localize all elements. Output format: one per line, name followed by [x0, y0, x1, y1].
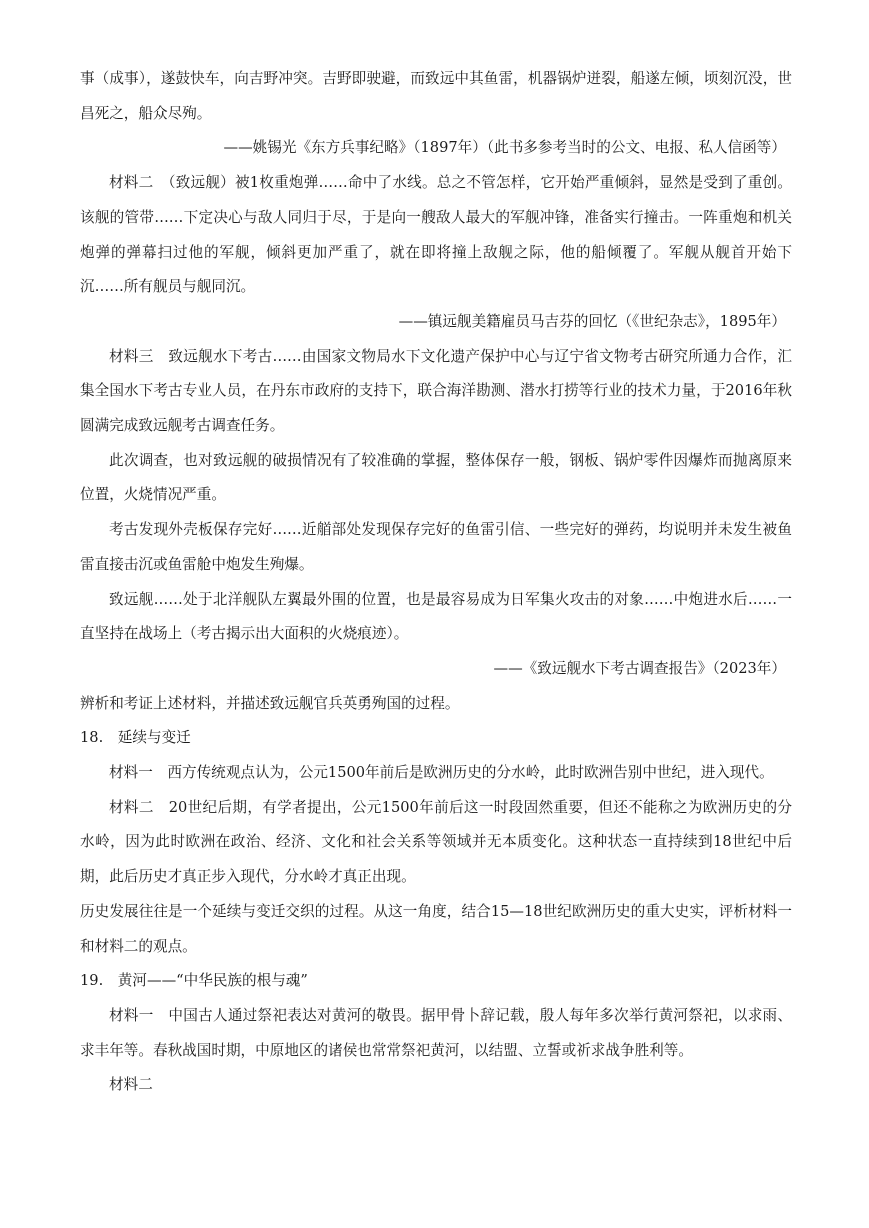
question-18-prompt: 历史发展往往是一个延续与变迁交织的过程。从这一角度，结合15—18世纪欧洲历史的重大史实，评析材料一和材料二的观点。 — [80, 902, 792, 955]
q18-material-two: 材料二 20世纪后期，有学者提出，公元1500年前后这一时段固然重要，但还不能称之为欧洲历史的分水岭，因为此时欧洲在政治、经济、文化和社会关系等领域并无本质变化。这种状态一直持续到18世纪中后期，此后历史才真正步入现代，分水岭才真正出现。 — [80, 798, 792, 886]
q19-material-one: 材料一 中国古人通过祭祀表达对黄河的敬畏。据甲骨卜辞记载，殷人每年多次举行黄河祭祀，以求雨、求丰年等。春秋战国时期，中原地区的诸侯也常常祭祀黄河，以结盟、立誓或祈求战争胜利等。 — [80, 1006, 792, 1059]
material-one-continuation: 事（成事），遂鼓快车，向吉野冲突。吉野即驶避，而致远中其鱼雷，机器锅炉迸裂，船遂左倾，顷刻沉没，世昌死之，船众尽殉。 — [80, 70, 792, 122]
question-18-heading: 18. 延续与变迁 — [80, 729, 191, 747]
source-citation-report: ——《致远舰水下考古调查报告》（2023年） — [493, 659, 786, 677]
q19-material-two-label: 材料二 — [109, 1076, 153, 1094]
q18-material-one: 材料一 西方传统观点认为，公元1500年前后是欧洲历史的分水岭，此时欧洲告别中世纪，进入现代。 — [109, 764, 774, 782]
question-19-heading: 19. 黄河——“中华民族的根与魂” — [80, 972, 308, 990]
document-page — [80, 62, 792, 1103]
question-17-prompt: 辨析和考证上述材料，并描述致远舰官兵英勇殉国的过程。 — [80, 694, 460, 712]
material-three-paragraph: 材料三 致远舰水下考古……由国家文物局水下文化遗产保护中心与辽宁省文物考古研究所通力合作，汇集全国水下考古专业人员，在丹东市政府的支持下，联合海洋勘测、潜水打捞等行业的技术力量，于2016年秋圆满完成致远舰考古调查任务。 — [80, 347, 792, 435]
archaeology-findings-paragraph: 考古发现外壳板保存完好……近艏部处发现保存完好的鱼雷引信、一些完好的弹药，均说明并未发生被鱼雷直接击沉或鱼雷舱中炮发生殉爆。 — [80, 521, 792, 573]
source-citation-mcgiffin: ——镇远舰美籍雇员马吉芬的回忆（《世纪杂志》，1895年） — [398, 312, 786, 330]
material-two-paragraph: 材料二 （致远舰）被1枚重炮弹……命中了水线。总之不管怎样，它开始严重倾斜，显然是受到了重创。该舰的管带……下定决心与敌人同归于尽，于是向一艘敌人最大的军舰冲锋，准备实行撞击。一阵重炮和机关炮弹的弹幕扫过他的军舰，倾斜更加严重了，就在即将撞上敌舰之际，他的船倾覆了。军舰从舰首开始下沉……所有舰员与舰同沉。 — [80, 174, 792, 296]
source-citation-yao: ——姚锡光《东方兵事纪略》（1897年）（此书多参考当时的公文、电报、私人信函等） — [223, 139, 786, 157]
survey-paragraph: 此次调查，也对致远舰的破损情况有了较准确的掌握，整体保存一般，钢板、锅炉零件因爆炸而抛离原来位置，火烧情况严重。 — [80, 451, 792, 504]
fleet-position-paragraph: 致远舰……处于北洋舰队左翼最外围的位置，也是最容易成为日军集火攻击的对象……中炮进水后……一直坚持在战场上（考古揭示出大面积的火烧痕迹）。 — [80, 590, 792, 643]
